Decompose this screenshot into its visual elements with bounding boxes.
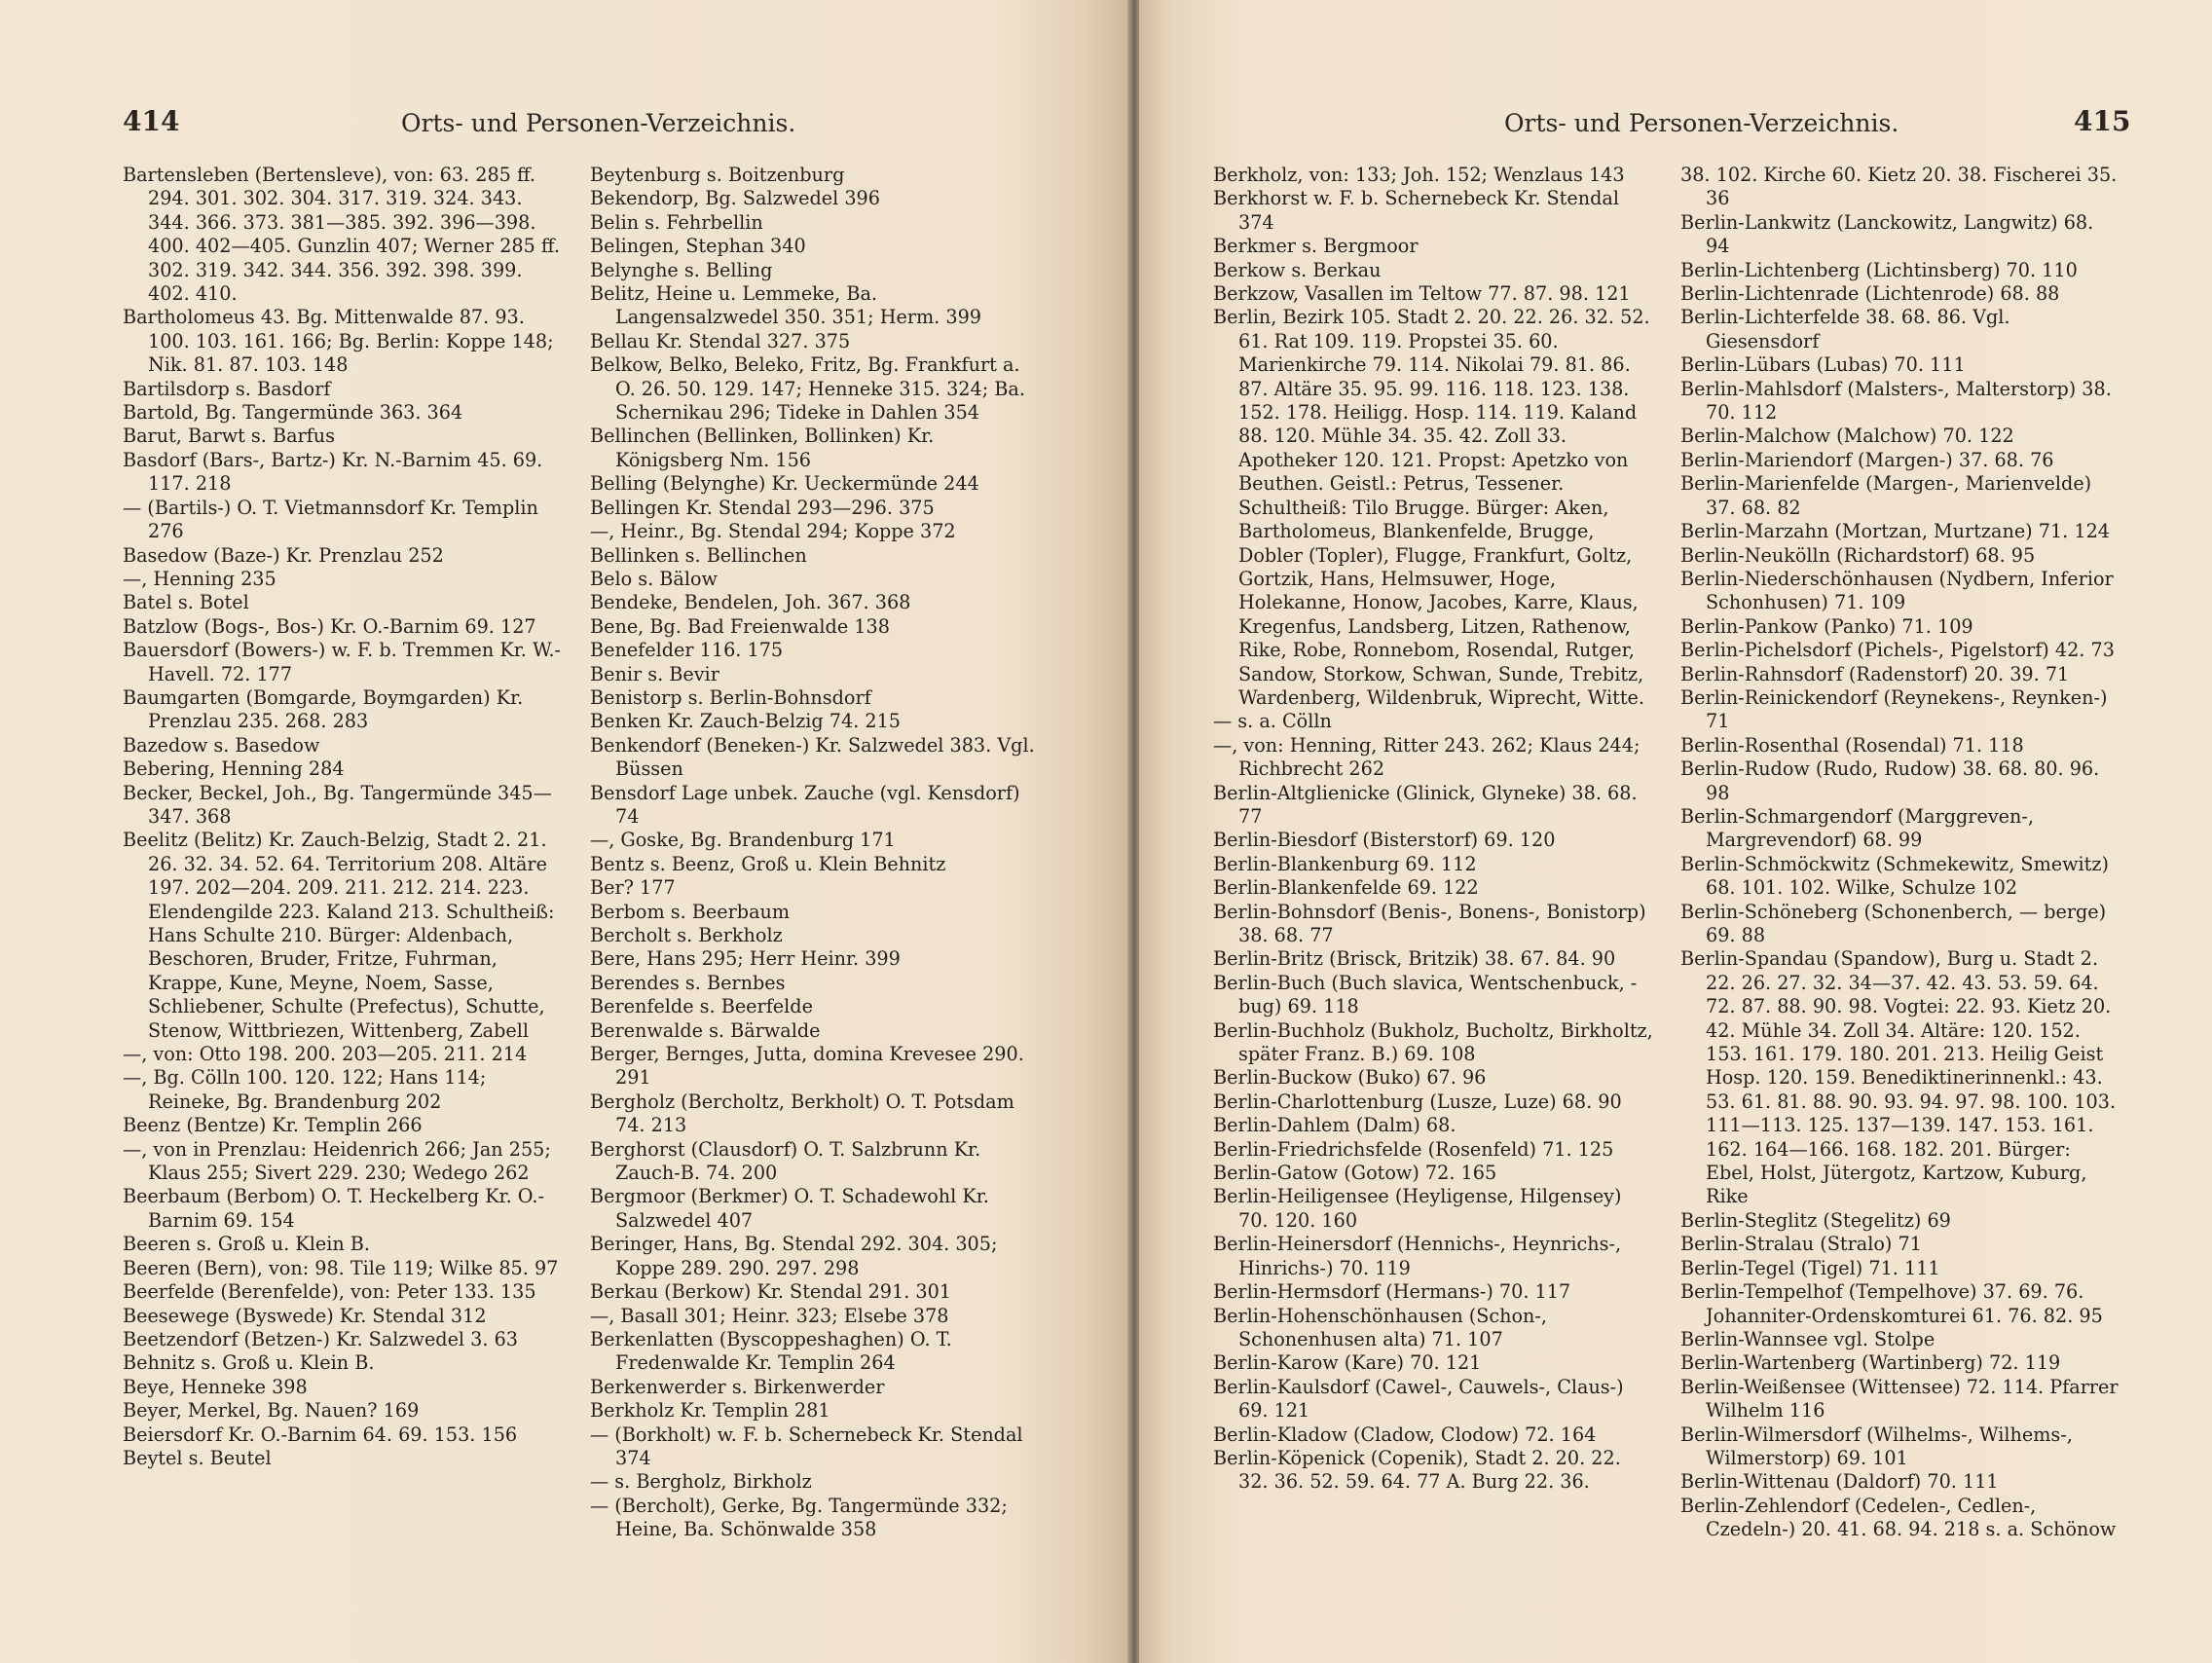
index-entry: Belynghe s. Belling (590, 258, 773, 281)
index-entry: Beye, Henneke 398 (123, 1375, 308, 1398)
index-entry: Berlin-Charlottenburg (Lusze, Luze) 68. 90 (1213, 1090, 1622, 1113)
index-entry: Berlin-Pichelsdorf (Pichels-, Pigelstorf) 42. 73 (1680, 639, 2115, 662)
index-entry: Beetzendorf (Betzen-) Kr. Salzwedel 3. 63 (123, 1327, 518, 1350)
index-entry: Berlin-Mariendorf (Margen-) 37. 68. 76 (1680, 448, 2054, 471)
index-entry: Belkow, Belko, Beleko, Fritz, Bg. Frankfurt a. O. 26. 50. 129. 147; Henneke 315. 324; Ba. Schernikau 296; Tideke in Dahlen 354 (590, 353, 1025, 425)
index-entry: Bellinchen (Bellinken, Bollinken) Kr. Königsberg Nm. 156 (590, 425, 935, 471)
index-entry: Bebering, Henning 284 (123, 758, 345, 781)
index-entry: Berlin-Marzahn (Mortzan, Murtzane) 71. 124 (1680, 520, 2111, 543)
index-entry: Bellau Kr. Stendal 327. 375 (590, 329, 851, 352)
index-entry: Bartensleben (Bertenslеve), von: 63. 285 ff. 294. 301. 302. 304. 317. 319. 324. 343. 344. 366. 373. 381—385. 392. 396—398. 400. 402—405. Gunzlin 407; Werner 285 ff. 302. 319. 342. 344. 356. 392. 398. 399. 402. 410. (123, 164, 560, 306)
index-entry: Becker, Beckel, Joh., Bg. Tangermünde 345—347. 368 (123, 781, 552, 828)
index-entry: Berlin-Lübars (Lubas) 70. 111 (1680, 353, 1966, 377)
index-entry: Beenz (Bentze) Kr. Templin 266 (123, 1114, 423, 1137)
index-entry: Berlin-Schmargendorf (Marggreven-, Margrevendorf) 68. 99 (1680, 804, 2034, 852)
index-entry: Bellinken s. Bellinchen (590, 543, 807, 567)
index-entry: Bekendorp, Bg. Salzwedel 396 (590, 187, 880, 210)
index-entry: Beyer, Merkel, Bg. Nauen? 169 (123, 1399, 420, 1423)
index-entry: Ber? 177 (590, 876, 676, 900)
index-entry: Berlin-Niederschönhausen (Nydbern, Inferior Schonhusen) 71. 109 (1680, 567, 2114, 614)
index-entry: Beerbaum (Berbom) O. T. Heckelberg Kr. O.-Barnim 69. 154 (123, 1185, 544, 1232)
index-entry: Berlin-Hermsdorf (Hermans-) 70. 117 (1213, 1280, 1571, 1304)
index-entry: Bendeke, Bendelen, Joh. 367. 368 (590, 591, 911, 614)
index-entry: Berlin-Biesdorf (Bisterstorf) 69. 120 (1213, 829, 1556, 852)
index-entry: Belling (Belynghe) Kr. Ueckermünde 244 (590, 472, 979, 496)
index-entry: Bauersdorf (Bowers-) w. F. b. Tremmen Kr. W.-Havell. 72. 177 (123, 639, 561, 685)
index-entry: Berlin-Hohenschönhausen (Schon-, Schonenhusen alta) 71. 107 (1213, 1304, 1547, 1350)
index-entry: Basedow (Baze-) Kr. Prenzlau 252 (123, 543, 444, 567)
index-entry: Beesewege (Byswede) Kr. Stendal 312 (123, 1304, 487, 1327)
index-entry: Berlin-Schöneberg (Schonenberch, — berge) 69. 88 (1680, 900, 2107, 946)
index-entry: —, von in Prenzlau: Heidenrich 266; Jan 255; Klaus 255; Sivert 229. 230; Wedego 262 (123, 1137, 551, 1185)
index-entry: Benistorp s. Berlin-Bohnsdorf (590, 685, 871, 709)
index-entry: Berlin-Stralau (Stralo) 71 (1680, 1233, 1922, 1256)
index-entry: Bartholomeus 43. Bg. Mittenwalde 87. 93. 100. 103. 161. 166; Bg. Berlin: Koppe 148; Nik. 81. 87. 103. 148 (123, 306, 554, 377)
index-entry: Batzlow (Bogs-, Bos-) Kr. O.-Barnim 69. 127 (123, 614, 536, 638)
index-entry: Bercholt s. Berkholz (590, 924, 783, 946)
index-entry: —, von: Henning, Ritter 243. 262; Klaus 244; Richbrecht 262 (1213, 733, 1641, 781)
index-entry: Berlin, Bezirk 105. Stadt 2. 20. 22. 26. 32. 52. 61. Rat 109. 119. Propstei 35. 60. Marienkirche 79. 114. Nikolai 79. 81. 86. 87. Altäre 35. 95. 99. 116. 118. 123. 138. 152. 178. Heiligg. Hosp. 114. 119. Kaland 88. 120. Mühle 34. 35. 42. Zoll 33. Apotheker 120. 121. Propst: Apetzko von Beuthen. Geistl.: Petrus, Tessener. Schultheiß: Tilo Brugge. Bürger: Aken, Bartholomeus, Blankenfelde, Brugge, Dobler (Topler), Flugge, Frankfurt, Goltz, Gortzik, Hans, Helmsuwer, Hoge, Holekanne, Honow, Jacobes, Karre, Klaus, Kregenfus, Landsberg, Litzen, Rathenow, Rike, Robe, Ronnebom, Rosendal, Rutger, Sandow, Storkow, Schwan, Sunde, Trebitz, Wardenberg, Wildenbruk, Wiprecht, Witte. (1213, 306, 1650, 709)
index-entry: Berlin-Steglitz (Stegelitz) 69 (1680, 1208, 1951, 1232)
index-entry: Berlin-Pankow (Panko) 71. 109 (1680, 614, 1973, 638)
index-entry: — (Borkholt) w. F. b. Schernebeck Kr. Stendal 374 (590, 1423, 1023, 1469)
index-entry: Berlin-Buckow (Buko) 67. 96 (1213, 1066, 1487, 1090)
index-entry: Berlin-Köpenick (Copenik), Stadt 2. 20. 22. 32. 36. 52. 59. 64. 77 A. Burg 22. 36. (1213, 1446, 1621, 1494)
index-entry: Beelitz (Belitz) Kr. Zauch-Belzig, Stadt 2. 21. 26. 32. 34. 52. 64. Territorium 208. Altäre 197. 202—204. 209. 211. 212. 214. 223. Elendengilde 223. Kaland 213. Schultheiß: Hans Schulte 210. Bürger: Aldenbach, Beschoren, Bruder, Fritze, Fuhrman, Krappe, Kune, Meyne, Noem, Sasse, Schliebener, Schulte (Prefectus), Schutte, Stenow, Wittbriezen, Wittenberg, Zabell (123, 829, 555, 1042)
index-entry: Beeren s. Groß u. Klein B. (123, 1233, 370, 1256)
index-entry: — (Bartils-) O. T. Vietmannsdorf Kr. Templin 276 (123, 496, 538, 543)
index-entry: Belingen, Stephan 340 (590, 235, 806, 258)
index-entry: —, Bg. Cölln 100. 120. 122; Hans 114; Reineke, Bg. Brandenburg 202 (123, 1066, 487, 1113)
index-entry: Berghorst (Clausdorf) O. T. Salzbrunn Kr. Zauch-B. 74. 200 (590, 1137, 981, 1185)
index-entry: Berkenlatten (Byscoppeshaghen) O. T. Fredenwalde Kr. Templin 264 (590, 1327, 952, 1375)
index-entry: —, Goske, Bg. Brandenburg 171 (590, 829, 896, 852)
page-number-left: 414 (123, 105, 180, 137)
index-entry: Berlin-Neukölln (Richardstorf) 68. 95 (1680, 543, 2036, 567)
left-page-column-2 (590, 164, 1044, 1542)
index-entry: Berlin-Lichtenrade (Lichtenrode) 68. 88 (1680, 282, 2060, 306)
index-entry: Beiersdorf Kr. O.-Barnim 64. 69. 153. 156 (123, 1423, 518, 1446)
index-entry: Batel s. Botel (123, 591, 249, 614)
index-entry: Berlin-Wittenau (Daldorf) 70. 111 (1680, 1470, 1999, 1494)
index-entry: Berlin-Wannsee vgl. Stolpe (1680, 1327, 1936, 1350)
index-entry: Berlin-Mahlsdorf (Malsters-, Malterstorp) 38. 70. 112 (1680, 377, 2112, 425)
index-entry: Berlin-Blankenburg 69. 112 (1213, 852, 1477, 875)
index-entry: Bene, Bg. Bad Freienwalde 138 (590, 614, 890, 638)
index-entry: Beringer, Hans, Bg. Stendal 292. 304. 305; Koppe 289. 290. 297. 298 (590, 1233, 998, 1279)
index-entry: Bellingen Kr. Stendal 293—296. 375 (590, 496, 935, 519)
index-entry: Berlin-Lichtenberg (Lichtinsberg) 70. 110 (1680, 258, 2078, 281)
page-number-right: 415 (2074, 105, 2131, 137)
index-entry: Berlin-Zehlendorf (Cedelen-, Cedlen-, Czedeln-) 20. 41. 68. 94. 218 s. a. Schönow (1680, 1494, 2117, 1541)
index-entry: Barut, Barwt s. Barfus (123, 425, 335, 448)
index-entry: Berlin-Weißensee (Wittensee) 72. 114. Pfarrer Wilhelm 116 (1680, 1375, 2119, 1423)
index-entry: Berlin-Karow (Kare) 70. 121 (1213, 1351, 1482, 1375)
index-entry: Berlin-Heinersdorf (Hennichs-, Heynrichs-, Hinrichs-) 70. 119 (1213, 1233, 1622, 1279)
index-entry: Berkholz, von: 133; Joh. 152; Wenzlaus 143 (1213, 164, 1625, 186)
index-entry: Berbom s. Beerbaum (590, 900, 791, 923)
index-entry: Berlin-Wilmersdorf (Wilhelms-, Wilhems-, Wilmerstorp) 69. 101 (1680, 1423, 2073, 1469)
index-entry: Berlin-Lichterfelde 38. 68. 86. Vgl. Giesensdorf (1680, 306, 2010, 352)
index-entry: Berenwalde s. Bärwalde (590, 1018, 821, 1042)
index-entry: Benken Kr. Zauch-Belzig 74. 215 (590, 710, 902, 733)
running-head-right: Orts- und Personen-Verzeichnis. (1504, 109, 1899, 137)
index-entry: Berlin-Schmöckwitz (Schmekewitz, Smewitz) 68. 101. 102. Wilke, Schulze 102 (1680, 852, 2109, 900)
index-entry: Berlin-Rudow (Rudo, Rudow) 38. 68. 80. 96. 98 (1680, 758, 2100, 804)
index-entry: — s. a. Cölln (1213, 710, 1332, 733)
index-entry: Berger, Bernges, Jutta, domina Krevesee 290. 291 (590, 1043, 1024, 1090)
index-entry: Berlin-Spandau (Spandow), Burg u. Stadt 2. 22. 26. 27. 32. 34—37. 42. 43. 53. 59. 64. 72. 87. 88. 90. 98. Vogtei: 22. 93. Kietz 20. 42. Mühle 34. Zoll 34. Altäre: 120. 152. 153. 161. 179. 180. 201. 213. Heilig Geist Hosp. 120. 159. Benediktinerinnenkl.: 43. 53. 61. 81. 88. 90. 93. 94. 97. 98. 100. 103. 111—113. 125. 137—139. 147. 153. 161. 162. 164—166. 168. 182. 201. Bürger: Ebel, Holst, Jütergotz, Kartzow, Kuburg, Rike (1680, 947, 2117, 1208)
index-entry: —, Henning 235 (123, 567, 276, 590)
index-entry: Berkzow, Vasallen im Teltow 77. 87. 98. 121 (1213, 282, 1631, 306)
index-entry: Berlin-Heiligensee (Heyligense, Hilgensey) 70. 120. 160 (1213, 1185, 1622, 1232)
index-entry: Berlin-Gatow (Gotow) 72. 165 (1213, 1162, 1497, 1185)
index-entry: Behnitz s. Groß u. Klein B. (123, 1351, 375, 1375)
index-entry: Berlin-Wartenberg (Wartinberg) 72. 119 (1680, 1351, 2061, 1375)
index-entry: Baumgarten (Bomgarde, Boymgarden) Kr. Prenzlau 235. 268. 283 (123, 685, 524, 733)
index-entry: 38. 102. Kirche 60. Kietz 20. 38. Fischerei 35. 36 (1680, 164, 2118, 210)
index-entry: Bergmoor (Berkmer) O. T. Schadewohl Kr. Salzwedel 407 (590, 1185, 989, 1232)
index-entry: Berkow s. Berkau (1213, 258, 1382, 281)
index-entry: Berlin-Altglienicke (Glinick, Glyneke) 38. 68. 77 (1213, 781, 1638, 828)
index-entry: Beeren (Bern), von: 98. Tile 119; Wilke 85. 97 (123, 1256, 559, 1279)
index-entry: Berlin-Tempelhof (Tempelhove) 37. 69. 76. Johanniter-Ordenskomturei 61. 76. 82. 95 (1680, 1280, 2103, 1327)
index-entry: Belo s. Bälow (590, 567, 718, 590)
left-page-column-1 (123, 164, 567, 1470)
running-head-left: Orts- und Personen-Verzeichnis. (401, 109, 796, 137)
index-entry: Berlin-Kladow (Cladow, Clodow) 72. 164 (1213, 1423, 1597, 1446)
index-entry: — s. Bergholz, Birkholz (590, 1470, 812, 1494)
index-entry: Berendes s. Bernbes (590, 971, 786, 994)
index-entry: Berlin-Malchow (Malchow) 70. 122 (1680, 425, 2014, 448)
index-entry: Berkmer s. Bergmoor (1213, 235, 1419, 258)
index-entry: Benefelder 116. 175 (590, 639, 784, 662)
index-entry: Berlin-Rahnsdorf (Radenstorf) 20. 39. 71 (1680, 662, 2070, 685)
index-entry: Belitz, Heine u. Lemmeke, Ba. Langensalzwedel 350. 351; Herm. 399 (590, 282, 982, 329)
index-entry: Berkhorst w. F. b. Schernebeck Kr. Stendal 374 (1213, 187, 1619, 234)
index-entry: Berlin-Britz (Brisck, Britzik) 38. 67. 84. 90 (1213, 947, 1616, 971)
index-entry: — (Bercholt), Gerke, Bg. Tangermünde 332; Heine, Ba. Schönwalde 358 (590, 1494, 1008, 1541)
index-entry: —, Heinr., Bg. Stendal 294; Koppe 372 (590, 520, 956, 543)
index-entry: Bartilsdorp s. Basdorf (123, 377, 331, 400)
index-entry: Bensdorf Lage unbek. Zauche (vgl. Kensdorf) 74 (590, 781, 1020, 828)
index-entry: Berkholz Kr. Templin 281 (590, 1399, 830, 1423)
index-entry: Beerfelde (Berenfelde), von: Peter 133. 135 (123, 1280, 536, 1304)
index-entry: Berlin-Marienfelde (Margen-, Marienvelde) 37. 68. 82 (1680, 472, 2092, 519)
index-entry: —, Basall 301; Heinr. 323; Elsebe 378 (590, 1304, 949, 1327)
index-entry: Bazedow s. Basedow (123, 733, 320, 757)
index-entry: Basdorf (Bars-, Bartz-) Kr. N.-Barnim 45. 69. 117. 218 (123, 448, 543, 496)
index-entry: Berlin-Friedrichsfelde (Rosenfeld) 71. 125 (1213, 1137, 1614, 1161)
index-entry: Berlin-Dahlem (Dalm) 68. (1213, 1114, 1456, 1137)
right-page (1139, 0, 2212, 1663)
index-entry: Berlin-Buch (Buch slavica, Wentschenbuck, -bug) 69. 118 (1213, 971, 1638, 1018)
index-entry: Berkau (Berkow) Kr. Stendal 291. 301 (590, 1280, 952, 1304)
index-entry: Berlin-Rosenthal (Rosendal) 71. 118 (1680, 733, 2024, 757)
right-page-column-2 (1680, 164, 2120, 1542)
index-entry: Bentz s. Beenz, Groß u. Klein Behnitz (590, 852, 946, 875)
index-entry: Bere, Hans 295; Herr Heinr. 399 (590, 947, 901, 971)
index-entry: Bartold, Bg. Tangermünde 363. 364 (123, 401, 463, 425)
index-entry: Benir s. Bevir (590, 662, 719, 685)
index-entry: Berlin-Lankwitz (Lanckowitz, Langwitz) 68. 94 (1680, 210, 2094, 258)
index-entry: Berlin-Reinickendorf (Reynekens-, Reynken-) 71 (1680, 685, 2108, 733)
index-entry: Berlin-Bohnsdorf (Benis-, Bonens-, Bonistorp) 38. 68. 77 (1213, 900, 1646, 946)
index-entry: Berlin-Blankenfelde 69. 122 (1213, 876, 1479, 900)
index-entry: —, von: Otto 198. 200. 203—205. 211. 214 (123, 1043, 528, 1066)
index-entry: Berlin-Tegel (Tigel) 71. 111 (1680, 1256, 1940, 1279)
right-page-column-1 (1213, 164, 1655, 1495)
index-entry: Bergholz (Bercholtz, Berkholt) O. T. Potsdam 74. 213 (590, 1090, 1014, 1137)
index-entry: Belin s. Fehrbellin (590, 210, 763, 234)
index-entry: Benkendorf (Beneken-) Kr. Salzwedel 383. Vgl. Büssen (590, 733, 1035, 781)
index-entry: Beytel s. Beutel (123, 1446, 272, 1469)
index-entry: Berlin-Kaulsdorf (Cawel-, Cauwels-, Claus-) 69. 121 (1213, 1375, 1624, 1423)
index-entry: Berenfelde s. Beerfelde (590, 995, 813, 1018)
index-entry: Berkenwerder s. Birkenwerder (590, 1375, 885, 1398)
index-entry: Berlin-Buchholz (Bukholz, Bucholtz, Birkholtz, später Franz. B.) 69. 108 (1213, 1018, 1653, 1066)
index-entry: Beytenburg s. Boitzenburg (590, 164, 845, 186)
